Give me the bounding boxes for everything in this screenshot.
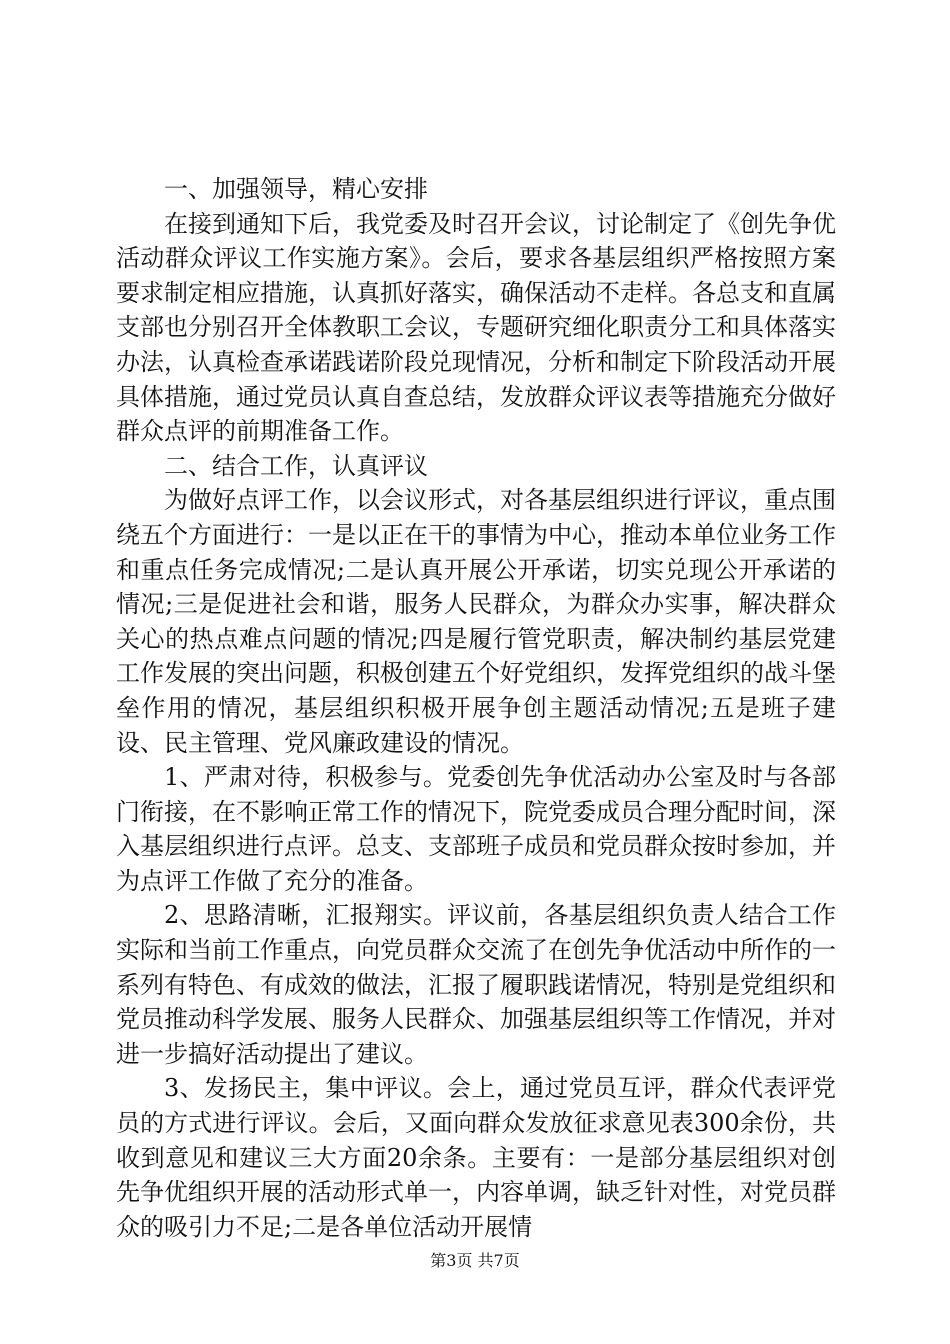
heading-1: 一、加强领导，精心安排 (164, 175, 428, 203)
paragraph-1: 在接到通知下后，我党委及时召开会议，讨论制定了《创先争优活动群众评议工作实施方案》。会后，要求各基层组织严格按照方案要求制定相应措施，认真抓好落实，确保活动不走样。各总支和直属支部也分别召开全体教职工会议，专题研究细化职责分工和具体落实办法，认真检查承诺践诺阶段兑现情况，分析和制定下阶段活动开展具体措施，通过党员认真自查总结，发放群众评议表等措施充分做好群众点评的前期准备工作。 (116, 209, 836, 446)
paragraph-3: 1、严肃对待，积极参与。党委创先争优活动办公室及时与各部门衔接，在不影响正常工作的情况下，院党委成员合理分配时间，深入基层组织进行点评。总支、支部班子成员和党员群众按时参加，并为点评工作做了充分的准备。 (116, 763, 836, 895)
paragraph-4: 2、思路清晰，汇报翔实。评议前，各基层组织负责人结合工作实际和当前工作重点，向党员群众交流了在创先争优活动中所作的一系列有特色、有成效的做法，汇报了履职践诺情况，特别是党组织和党员推动科学发展、服务人民群众、加强基层组织等工作情况，并对进一步搞好活动提出了建议。 (116, 901, 836, 1068)
paragraph-2: 为做好点评工作，以会议形式，对各基层组织进行评议，重点围绕五个方面进行：一是以正在干的事情为中心，推动本单位业务工作和重点任务完成情况;二是认真开展公开承诺，切实兑现公开承诺的情况;三是促进社会和谐，服务人民群众，为群众办实事，解决群众关心的热点难点问题的情况;四是履行管党职责，解决制约基层党建工作发展的突出问题，积极创建五个好党组织，发挥党组织的战斗堡垒作用的情况，基层组织积极开展争创主题活动情况;五是班子建设、民主管理、党风廉政建设的情况。 (116, 486, 836, 757)
heading-2: 二、结合工作，认真评议 (164, 451, 428, 480)
paragraph-5: 3、发扬民主，集中评议。会上，通过党员互评，群众代表评党员的方式进行评议。会后，又面向群众发放征求意见表300余份，共收到意见和建议三大方面20余条。主要有：一是部分基层组织对创先争优组织开展的活动形式单一，内容单调，缺乏针对性，对党员群众的吸引力不足;二是各单位活动开展情 (116, 1074, 836, 1241)
page-footer: 第3页 共7页 (430, 1251, 520, 1270)
document-body (116, 172, 836, 1244)
